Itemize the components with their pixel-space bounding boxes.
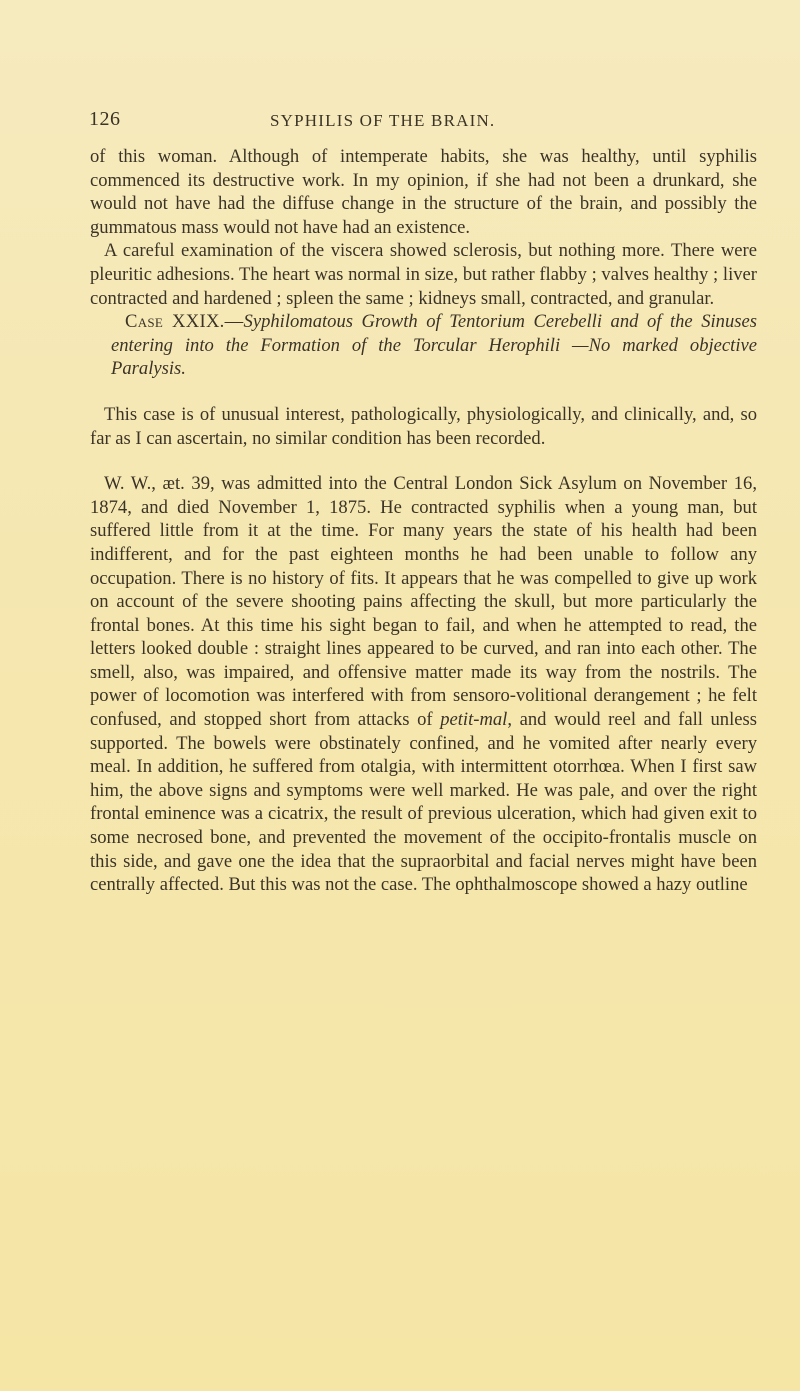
- body-text: [90, 145, 757, 897]
- case-history-italic-term: petit-mal: [440, 709, 508, 731]
- paragraph-case-history: [90, 472, 757, 897]
- case-title: Syphilomatous Growth of Tentorium Cerebelli and of the Sinuses entering into the Formation of the Torcular Herophili —No marked objective Paralysis.: [111, 311, 757, 380]
- case-history-text-1: W. W., æt. 39, was admitted into the Central London Sick Asylum on November 16, 1874, and died November 1, 1875. He contracted syphilis when a young man, but suffered little from it at the time. For many years the state of his health had been indifferent, and for the past eighteen months he had been unable to follow any occupation. There is no history of fits. It appears that he was compelled to give up work on account of the severe shooting pains affecting the skull, but more particularly the frontal bones. At this time his sight began to fail, and when he attempted to read, the letters looked double : straight lines appeared to be curved, and ran into each other. The smell, also, was impaired, and offensive matter made its way from the nostrils. The power of locomotion was interfered with from sensoro-volitional derangement ; he felt confused, and stopped short from attacks of: [90, 473, 757, 731]
- case-label: Case XXIX.—: [125, 311, 244, 333]
- page-number: 126: [89, 108, 121, 130]
- paragraph-viscera-examination: A careful examination of the viscera showed sclerosis, but nothing more. There were pleuritic adhesions. The heart was normal in size, but rather flabby ; valves healthy ; liver contracted and hardened ; spleen the same ; kidneys small, contracted, and granular.: [90, 240, 757, 309]
- running-head: SYPHILIS OF THE BRAIN.: [270, 111, 496, 130]
- paragraph-continuation: of this woman. Although of intemperate habits, she was healthy, until syphilis commenced its destructive work. In my opinion, if she had not been a drunkard, she would not have had the diffuse change in the structure of the brain, and possibly the gummatous mass would not have had an existence.: [90, 146, 757, 238]
- case-history-text-2: , and would reel and fall unless supported. The bowels were obstinately confined, and he vomited after nearly every meal. In addition, he suffered from otalgia, with intermittent otorrhœa. When I first saw him, the above signs and symptoms were well marked. He was pale, and over the right frontal eminence was a cicatrix, the result of previous ulceration, which had given exit to some necrosed bone, and prevented the movement of the occipito-frontalis muscle on this side, and gave one the idea that the supraorbital and facial nerves might have been centrally affected. But this was not the case. The ophthalmoscope showed a hazy outline: [90, 709, 757, 896]
- page-header: [89, 108, 759, 132]
- paragraph-case-interest: This case is of unusual interest, pathologically, physiologically, and clinically, and, so far as I can ascertain, no similar condition has been recorded.: [90, 403, 757, 449]
- case-heading: [90, 310, 757, 381]
